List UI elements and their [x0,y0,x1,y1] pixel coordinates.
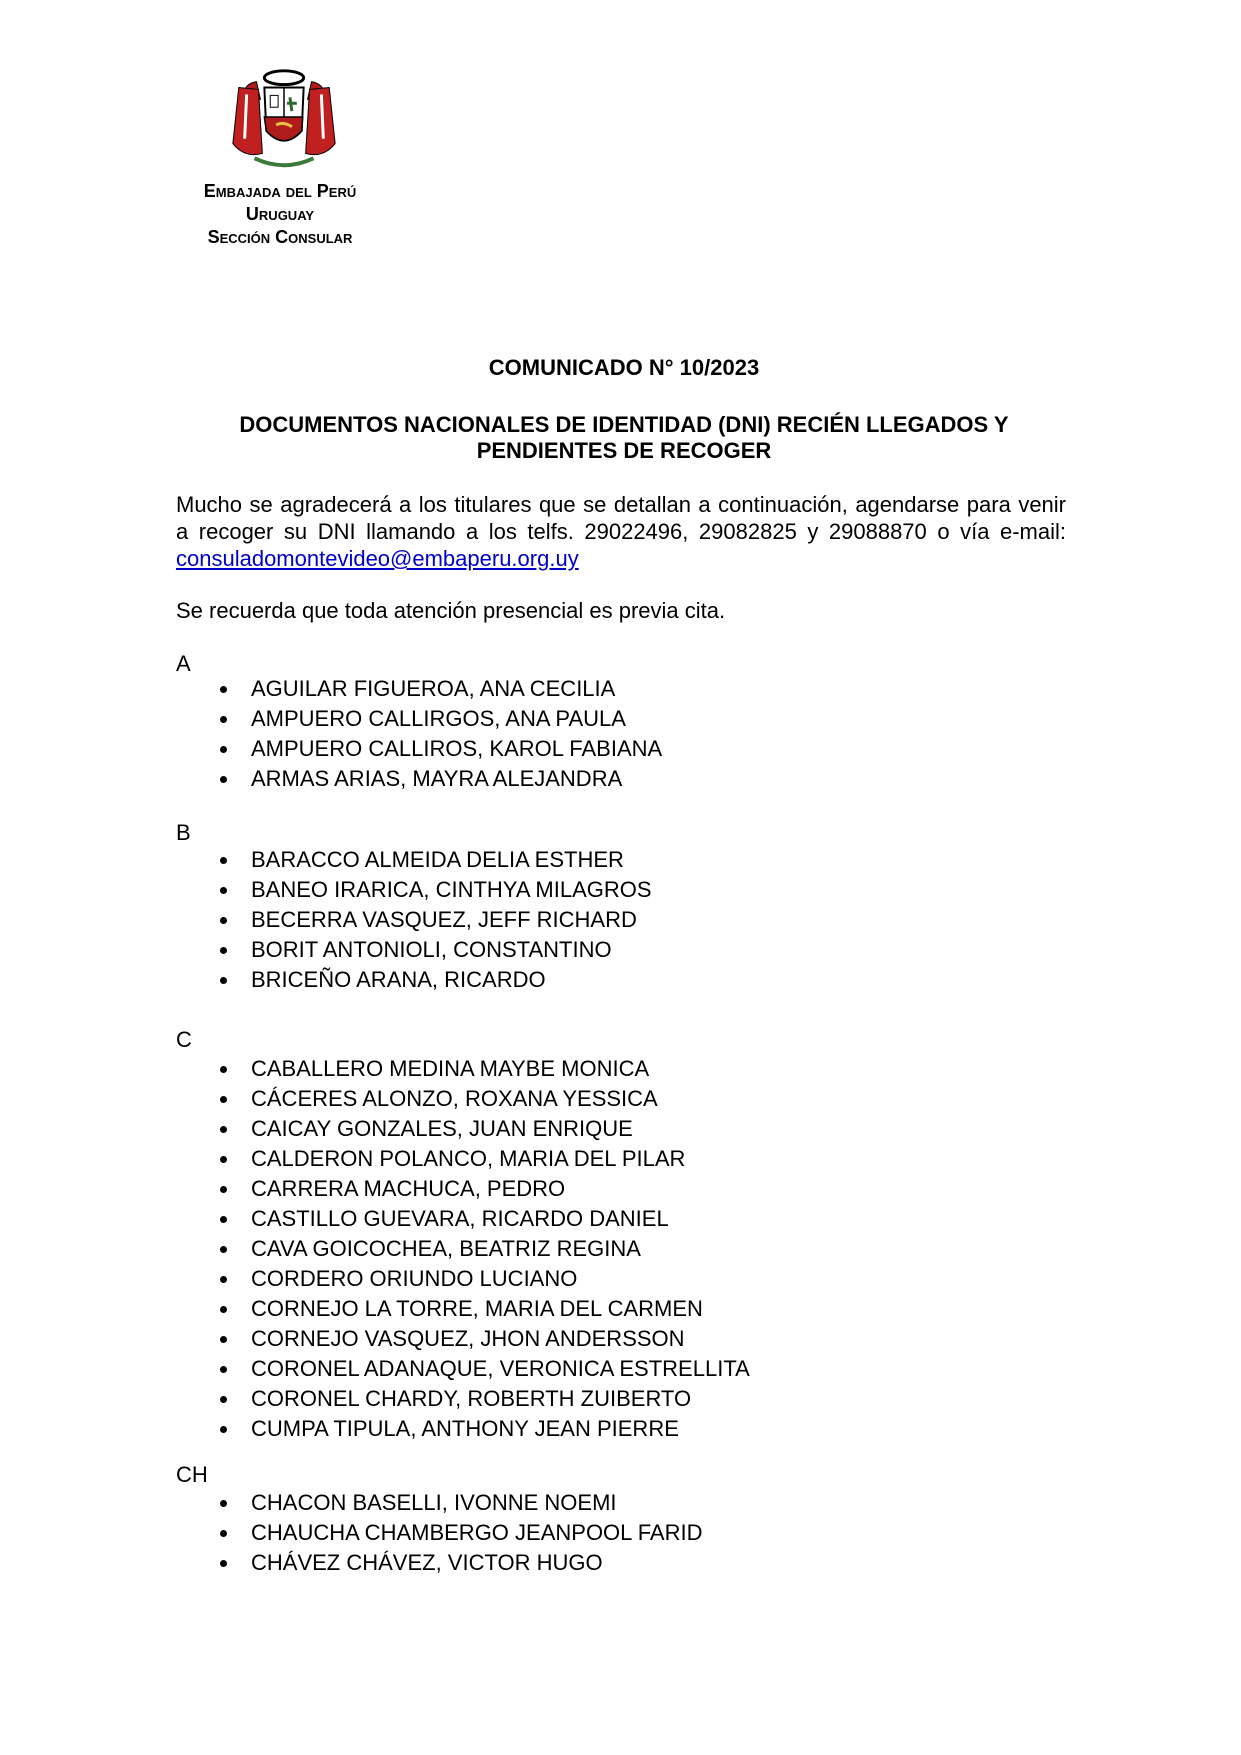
list-item: BANEO IRARICA, CINTHYA MILAGROS [176,875,652,905]
list-item: CHACON BASELLI, IVONNE NOEMI [176,1488,702,1518]
section-letter-ch: CH [176,1462,208,1487]
section-letter-c: C [176,1027,192,1052]
list-item: CASTILLO GUEVARA, RICARDO DANIEL [176,1204,750,1234]
list-item: BRICEÑO ARANA, RICARDO [176,965,652,995]
letterhead-embassy: Embajada del Perú [203,181,357,201]
list-item: CÁCERES ALONZO, ROXANA YESSICA [176,1084,750,1114]
list-item: CABALLERO MEDINA MAYBE MONICA [176,1054,750,1084]
intro-paragraph [176,491,1066,572]
list-item: CORNEJO LA TORRE, MARIA DEL CARMEN [176,1294,750,1324]
list-item: CORONEL ADANAQUE, VERONICA ESTRELLITA [176,1354,750,1384]
consulate-email-link[interactable]: consuladomontevideo@embaperu.org.uy [176,546,579,571]
list-item: CAICAY GONZALES, JUAN ENRIQUE [176,1114,750,1144]
list-item: CARRERA MACHUCA, PEDRO [176,1174,750,1204]
peru-coat-of-arms-icon [225,60,343,178]
list-item: BORIT ANTONIOLI, CONSTANTINO [176,935,652,965]
list-item: CAVA GOICOCHEA, BEATRIZ REGINA [176,1234,750,1264]
appointment-reminder: Se recuerda que toda atención presencial es previa cita. [176,598,726,623]
list-item: AMPUERO CALLIRGOS, ANA PAULA [176,704,662,734]
list-item: BARACCO ALMEIDA DELIA ESTHER [176,845,652,875]
communique-subtitle [176,412,1072,464]
names-list-a [176,674,662,794]
list-item: CHAUCHA CHAMBERGO JEANPOOL FARID [176,1518,702,1548]
list-item: ARMAS ARIAS, MAYRA ALEJANDRA [176,764,662,794]
list-item: CORONEL CHARDY, ROBERTH ZUIBERTO [176,1384,750,1414]
list-item: CALDERON POLANCO, MARIA DEL PILAR [176,1144,750,1174]
subtitle-line-1: DOCUMENTOS NACIONALES DE IDENTIDAD (DNI) RECIÉN LLEGADOS Y [239,412,1009,437]
communique-title: COMUNICADO N° 10/2023 [488,355,760,380]
list-item: BECERRA VASQUEZ, JEFF RICHARD [176,905,652,935]
names-list-ch [176,1488,702,1578]
list-item: CUMPA TIPULA, ANTHONY JEAN PIERRE [176,1414,750,1444]
list-item: AGUILAR FIGUEROA, ANA CECILIA [176,674,662,704]
list-item: AMPUERO CALLIROS, KAROL FABIANA [176,734,662,764]
list-item: CORDERO ORIUNDO LUCIANO [176,1264,750,1294]
names-list-c [176,1054,750,1444]
intro-text: Mucho se agradecerá a los titulares que se detallan a continuación, agendarse para venir a recoger su DNI llamando a los telfs. 29022496, 29082825 y 29088870 o vía e-mail: [176,492,1066,544]
list-item: CHÁVEZ CHÁVEZ, VICTOR HUGO [176,1548,702,1578]
letterhead-country: Uruguay [245,204,315,224]
list-item: CORNEJO VASQUEZ, JHON ANDERSSON [176,1324,750,1354]
subtitle-line-2: PENDIENTES DE RECOGER [476,438,772,463]
section-letter-a: A [176,651,191,676]
letterhead [160,180,400,249]
names-list-b [176,845,652,995]
letterhead-section: Sección Consular [207,227,353,247]
section-letter-b: B [176,820,191,845]
